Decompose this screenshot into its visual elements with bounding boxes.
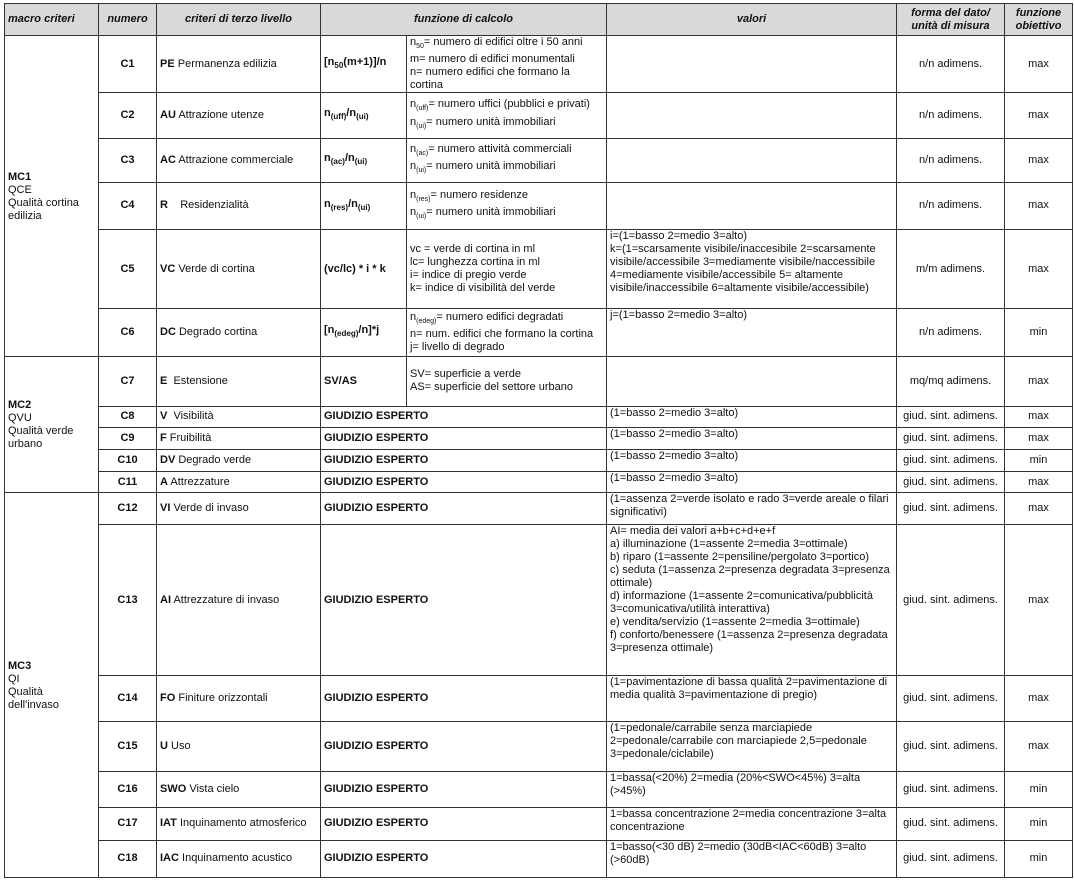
- expert-judgement-cell: GIUDIZIO ESPERTO: [321, 472, 607, 493]
- criterion-name: Degrado verde: [178, 454, 252, 467]
- formula-sub: (res): [330, 203, 349, 213]
- row-number: C8: [99, 406, 157, 427]
- formula-cell: [321, 309, 407, 356]
- values-line: c) seduta (1=assenza 2=presenza degradata 3=presenza ottimale): [610, 564, 890, 590]
- formula-cell: [321, 138, 407, 182]
- formula-part: n: [324, 107, 331, 120]
- expert-judgement-cell: GIUDIZIO ESPERTO: [321, 807, 607, 840]
- criterion-code: V: [160, 410, 168, 423]
- desc-sub: (res): [416, 195, 431, 203]
- desc-text: = numero di edifici oltre i 50 anni: [423, 36, 583, 49]
- criterion-name: Permanenza edilizia: [177, 57, 277, 70]
- macro-abbr: QI: [8, 673, 20, 686]
- macro-abbr: QCE: [8, 183, 32, 196]
- values-cell: [607, 309, 897, 356]
- values-line: k=(1=scarsamente visibile/inaccesibile 2=scarsamente visibile/accessibile 3=mediamente visibile/naccessibile 4=mediamente visibile/accessibile 5= altamente visibile/inaccessibile 6=altamente visibile/accessibile): [610, 243, 876, 295]
- values-cell: [607, 493, 897, 525]
- desc-sub: (ui): [416, 213, 427, 221]
- row-number: C2: [99, 93, 157, 138]
- objective-cell: max: [1005, 182, 1073, 229]
- values-line: (1=pavimentazione di bassa qualità 2=pavimentazione di media qualità 3=pavimentazione di pregio): [610, 675, 888, 701]
- criterion-code: A: [160, 475, 168, 488]
- macro-code: MC2: [8, 399, 32, 412]
- expert-judgement-cell: GIUDIZIO ESPERTO: [321, 525, 607, 676]
- expert-judgement-cell: GIUDIZIO ESPERTO: [321, 427, 607, 449]
- values-line: 1=bassa concentrazione 2=media concentrazione 3=alta concentrazione: [610, 807, 887, 833]
- criterion-code: VI: [160, 502, 171, 515]
- description-line: k= indice di visibilità del verde: [410, 282, 556, 295]
- unit-cell: giud. sint. adimens.: [897, 427, 1005, 449]
- criterion-code: DC: [160, 325, 176, 338]
- description-line: i= indice di pregio verde: [410, 269, 527, 282]
- criterion-code: F: [160, 431, 167, 444]
- criterion-code: R: [160, 199, 168, 212]
- criterion-cell: [157, 772, 321, 807]
- formula-cell: (vc/lc) * i * k: [321, 230, 407, 309]
- macro-cell-mc2: [5, 356, 99, 493]
- unit-cell: giud. sint. adimens.: [897, 722, 1005, 772]
- row-number: C16: [99, 772, 157, 807]
- description-cell: [407, 182, 607, 229]
- criterion-code: PE: [160, 57, 175, 70]
- objective-cell: max: [1005, 230, 1073, 309]
- unit-cell: n/n adimens.: [897, 138, 1005, 182]
- description-cell: [407, 93, 607, 138]
- values-line: e) vendita/servizio (1=assente 2=media 3=ottimale): [610, 616, 860, 629]
- description-cell: [407, 36, 607, 93]
- values-cell: [607, 230, 897, 309]
- objective-cell: max: [1005, 406, 1073, 427]
- description-line: m= numero di edifici monumentali: [410, 53, 575, 66]
- unit-cell: n/n adimens.: [897, 309, 1005, 356]
- objective-cell: min: [1005, 840, 1073, 877]
- macro-code: MC1: [8, 170, 32, 183]
- formula-sub: (uff): [330, 112, 347, 122]
- values-cell: [607, 722, 897, 772]
- row-number: C18: [99, 840, 157, 877]
- desc-sub: (ui): [416, 167, 427, 175]
- unit-cell: mq/mq adimens.: [897, 356, 1005, 406]
- values-line: f) conforto/benessere (1=assenza 2=presenza degradata 3=presenza ottimale): [610, 629, 888, 655]
- criterion-name: Inquinamento atmosferico: [179, 817, 307, 830]
- values-line: AI= media dei valori a+b+c+d+e+f: [610, 525, 776, 538]
- formula-part: /n: [348, 197, 358, 210]
- desc-sub: (edeg): [416, 318, 437, 326]
- expert-judgement-cell: GIUDIZIO ESPERTO: [321, 675, 607, 721]
- header-valori: valori: [607, 4, 897, 36]
- criterion-cell: [157, 182, 321, 229]
- criterion-cell: [157, 36, 321, 93]
- table-row: [5, 525, 1073, 676]
- objective-cell: max: [1005, 472, 1073, 493]
- desc-var: n: [410, 143, 417, 156]
- row-number: C12: [99, 493, 157, 525]
- unit-cell: giud. sint. adimens.: [897, 472, 1005, 493]
- table-row: [5, 182, 1073, 229]
- header-forma: [897, 4, 1005, 36]
- values-line: a) illuminazione (1=assente 2=media 3=ottimale): [610, 538, 848, 551]
- table-row: [5, 807, 1073, 840]
- values-cell: [607, 807, 897, 840]
- header-funzione: funzione di calcolo: [321, 4, 607, 36]
- description-line: [410, 206, 603, 223]
- desc-text: = numero attività commerciali: [428, 143, 572, 156]
- macro-name-line2: edilizia: [8, 209, 42, 222]
- criterion-code: AU: [160, 109, 176, 122]
- criterion-code: VC: [160, 262, 176, 275]
- criterion-name: Inquinamento acustico: [182, 852, 293, 865]
- criterion-name: Attrazione commerciale: [178, 153, 294, 166]
- table-row: [5, 449, 1073, 471]
- values-line: (1=basso 2=medio 3=alto): [610, 472, 739, 485]
- description-line: n= numero edifici che formano la cortina: [410, 66, 570, 92]
- values-line: 1=bassa(<20%) 2=media (20%<SWO<45%) 3=alta (>45%): [610, 772, 861, 798]
- values-cell: [607, 472, 897, 493]
- formula-part: n: [324, 197, 331, 210]
- criterion-cell: [157, 406, 321, 427]
- values-cell: [607, 449, 897, 471]
- description-cell: [407, 356, 607, 406]
- macro-cell-mc3: [5, 493, 99, 878]
- table-row: [5, 93, 1073, 138]
- values-line: (1=basso 2=medio 3=alto): [610, 449, 739, 462]
- criterion-name: Verde di invaso: [173, 502, 249, 515]
- values-cell: [607, 772, 897, 807]
- macro-name-line1: Qualità: [8, 686, 43, 699]
- desc-sub: (ui): [416, 122, 427, 130]
- criterion-cell: [157, 807, 321, 840]
- header-obiettivo: [1005, 4, 1073, 36]
- expert-judgement-cell: GIUDIZIO ESPERTO: [321, 772, 607, 807]
- desc-var: n: [410, 115, 417, 128]
- criterion-cell: [157, 525, 321, 676]
- row-number: C15: [99, 722, 157, 772]
- values-cell: [607, 675, 897, 721]
- desc-var: n: [410, 36, 417, 49]
- criterion-code: E: [160, 374, 168, 387]
- desc-var: n: [410, 98, 417, 111]
- unit-cell: giud. sint. adimens.: [897, 525, 1005, 676]
- criterion-cell: [157, 493, 321, 525]
- row-number: C5: [99, 230, 157, 309]
- desc-var: n: [410, 160, 417, 173]
- row-number: C14: [99, 675, 157, 721]
- row-number: C4: [99, 182, 157, 229]
- description-line: [410, 311, 603, 328]
- criterion-cell: [157, 93, 321, 138]
- formula-sub: 50: [334, 61, 344, 71]
- values-line: (1=basso 2=medio 3=alto): [610, 406, 739, 419]
- objective-cell: max: [1005, 675, 1073, 721]
- header-criteri: criteri di terzo livello: [157, 4, 321, 36]
- values-line: i=(1=basso 2=medio 3=alto): [610, 230, 747, 243]
- values-cell: [607, 138, 897, 182]
- header-forma-line2: unità di misura: [911, 19, 990, 32]
- table-row: [5, 230, 1073, 309]
- desc-text: = numero unità immobiliari: [426, 160, 556, 173]
- description-line: [410, 116, 603, 133]
- criterion-name: Verde di cortina: [178, 262, 255, 275]
- criterion-cell: [157, 675, 321, 721]
- header-macro: macro criteri: [5, 4, 99, 36]
- description-line: [410, 143, 603, 160]
- values-cell: [607, 427, 897, 449]
- macro-code: MC3: [8, 660, 32, 673]
- expert-judgement-cell: GIUDIZIO ESPERTO: [321, 406, 607, 427]
- values-cell: [607, 356, 897, 406]
- description-line: [410, 189, 603, 206]
- criterion-cell: [157, 138, 321, 182]
- objective-cell: max: [1005, 36, 1073, 93]
- desc-text: = numero edifici degradati: [436, 310, 564, 323]
- formula-part: (m+1)]/n: [343, 56, 387, 69]
- description-cell: [407, 309, 607, 356]
- objective-cell: min: [1005, 449, 1073, 471]
- unit-cell: n/n adimens.: [897, 36, 1005, 93]
- macro-name-line2: urbano: [8, 438, 43, 451]
- criterion-name: Estensione: [173, 374, 228, 387]
- criterion-code: SWO: [160, 782, 187, 795]
- unit-cell: giud. sint. adimens.: [897, 807, 1005, 840]
- expert-judgement-cell: GIUDIZIO ESPERTO: [321, 840, 607, 877]
- formula-cell: [321, 182, 407, 229]
- row-number: C17: [99, 807, 157, 840]
- unit-cell: giud. sint. adimens.: [897, 449, 1005, 471]
- values-cell: [607, 36, 897, 93]
- header-forma-line1: forma del dato/: [911, 6, 990, 19]
- table-row: [5, 427, 1073, 449]
- table-row: [5, 356, 1073, 406]
- values-cell: [607, 840, 897, 877]
- values-cell: [607, 406, 897, 427]
- criterion-code: DV: [160, 454, 176, 467]
- description-line: [410, 160, 603, 177]
- header-obiettivo-line1: funzione: [1015, 6, 1062, 19]
- expert-judgement-cell: GIUDIZIO ESPERTO: [321, 493, 607, 525]
- description-line: SV= superficie a verde: [410, 368, 521, 381]
- table-row: [5, 36, 1073, 93]
- macro-abbr: QVU: [8, 412, 32, 425]
- table-row: [5, 138, 1073, 182]
- values-cell: [607, 182, 897, 229]
- values-line: 1=basso(<30 dB) 2=medio (30dB<IAC<60dB) 3=alto (>60dB): [610, 840, 867, 866]
- description-cell: [407, 230, 607, 309]
- unit-cell: m/m adimens.: [897, 230, 1005, 309]
- criteria-table: [4, 3, 1073, 878]
- criterion-name: Degrado cortina: [178, 325, 258, 338]
- table-row: [5, 840, 1073, 877]
- objective-cell: max: [1005, 427, 1073, 449]
- objective-cell: max: [1005, 722, 1073, 772]
- unit-cell: n/n adimens.: [897, 182, 1005, 229]
- table-row: [5, 722, 1073, 772]
- objective-cell: max: [1005, 356, 1073, 406]
- row-number: C13: [99, 525, 157, 676]
- formula-sub: (ui): [357, 203, 371, 213]
- criterion-name: Vista cielo: [189, 782, 240, 795]
- row-number: C10: [99, 449, 157, 471]
- formula-cell: [321, 36, 407, 93]
- criterion-cell: [157, 840, 321, 877]
- formula-cell: [321, 93, 407, 138]
- header-numero: numero: [99, 4, 157, 36]
- criterion-cell: [157, 427, 321, 449]
- table-row: [5, 675, 1073, 721]
- formula-cell: SV/AS: [321, 356, 407, 406]
- description-line: AS= superficie del settore urbano: [410, 381, 573, 394]
- values-line: (1=assenza 2=verde isolato e rado 3=verde areale o filari significativi): [610, 493, 889, 519]
- desc-text: = numero unità immobiliari: [426, 205, 556, 218]
- criterion-name: Attrazione utenze: [178, 109, 264, 122]
- objective-cell: min: [1005, 772, 1073, 807]
- row-number: C6: [99, 309, 157, 356]
- objective-cell: max: [1005, 93, 1073, 138]
- formula-sub: (ui): [356, 112, 369, 122]
- formula-part: /n: [344, 152, 355, 165]
- description-line: n= num. edifici che formano la cortina: [410, 328, 594, 341]
- criterion-code: AI: [160, 593, 171, 606]
- formula-sub: (ac): [330, 157, 345, 167]
- unit-cell: giud. sint. adimens.: [897, 772, 1005, 807]
- table-row: [5, 472, 1073, 493]
- values-line: (1=pedonale/carrabile senza marciapiede 2=pedonale/carrabile con marciapiede 2,5=pedonale 3=pedonale/ciclabile): [610, 722, 867, 761]
- formula-part: n: [324, 152, 331, 165]
- values-line: (1=basso 2=medio 3=alto): [610, 427, 739, 440]
- criterion-cell: [157, 356, 321, 406]
- criterion-cell: [157, 472, 321, 493]
- desc-sub: (ac): [416, 150, 429, 158]
- header-obiettivo-line2: obiettivo: [1015, 19, 1062, 32]
- macro-name-line1: Qualità cortina: [8, 196, 79, 209]
- criterion-code: IAT: [160, 817, 177, 830]
- unit-cell: giud. sint. adimens.: [897, 675, 1005, 721]
- desc-var: n: [410, 205, 417, 218]
- description-cell: [407, 138, 607, 182]
- formula-sub: (edeg): [334, 329, 359, 339]
- expert-judgement-cell: GIUDIZIO ESPERTO: [321, 722, 607, 772]
- row-number: C1: [99, 36, 157, 93]
- objective-cell: min: [1005, 309, 1073, 356]
- criterion-cell: [157, 230, 321, 309]
- row-number: C11: [99, 472, 157, 493]
- criterion-name: Finiture orizzontali: [178, 692, 268, 705]
- row-number: C7: [99, 356, 157, 406]
- desc-sub: 50: [416, 43, 424, 51]
- criterion-code: AC: [160, 153, 176, 166]
- description-line: vc = verde di cortina in ml: [410, 243, 536, 256]
- unit-cell: giud. sint. adimens.: [897, 493, 1005, 525]
- header-row: [5, 4, 1073, 36]
- description-line: lc= lunghezza cortina in ml: [410, 256, 540, 269]
- description-line: j= livello di degrado: [410, 341, 505, 354]
- description-line: [410, 98, 603, 115]
- expert-judgement-cell: GIUDIZIO ESPERTO: [321, 449, 607, 471]
- table-row: [5, 493, 1073, 525]
- criterion-name: Attrezzature di invaso: [173, 593, 280, 606]
- description-line: [410, 36, 603, 53]
- desc-text: = numero unità immobiliari: [426, 115, 556, 128]
- desc-var: n: [410, 310, 417, 323]
- table-row: [5, 309, 1073, 356]
- criterion-name: Uso: [171, 740, 191, 753]
- values-line: j=(1=basso 2=medio 3=alto): [610, 309, 747, 322]
- criterion-cell: [157, 449, 321, 471]
- formula-part: /n: [346, 107, 357, 120]
- criterion-code: IAC: [160, 852, 179, 865]
- criterion-cell: [157, 309, 321, 356]
- row-number: C3: [99, 138, 157, 182]
- table-row: [5, 406, 1073, 427]
- desc-text: = numero uffici (pubblici e privati): [428, 98, 590, 111]
- unit-cell: giud. sint. adimens.: [897, 840, 1005, 877]
- formula-part: /n]*j: [358, 324, 380, 337]
- desc-sub: (uff): [416, 105, 429, 113]
- objective-cell: max: [1005, 138, 1073, 182]
- macro-cell-mc1: [5, 36, 99, 357]
- row-number: C9: [99, 427, 157, 449]
- values-cell: [607, 93, 897, 138]
- formula-sub: (ui): [354, 157, 368, 167]
- formula-part: [n: [324, 324, 335, 337]
- macro-name-line2: dell'invaso: [8, 699, 60, 712]
- criterion-name: Residenzialità: [180, 199, 249, 212]
- criterion-name: Visibilità: [173, 410, 214, 423]
- unit-cell: giud. sint. adimens.: [897, 406, 1005, 427]
- formula-part: [n: [324, 56, 335, 69]
- criterion-code: FO: [160, 692, 176, 705]
- objective-cell: min: [1005, 807, 1073, 840]
- values-cell: [607, 525, 897, 676]
- criterion-name: Fruibilità: [169, 431, 212, 444]
- criterion-cell: [157, 722, 321, 772]
- macro-name-line1: Qualità verde: [8, 425, 74, 438]
- desc-text: = numero residenze: [430, 188, 529, 201]
- desc-var: n: [410, 188, 417, 201]
- values-line: b) riparo (1=assente 2=pensiline/pergolato 3=portico): [610, 551, 869, 564]
- criterion-code: U: [160, 740, 168, 753]
- objective-cell: max: [1005, 493, 1073, 525]
- criterion-name: Attrezzature: [170, 475, 230, 488]
- values-line: d) informazione (1=assente 2=comunicativa/pubblicità 3=comunicativa/utilità interattiva): [610, 590, 873, 616]
- objective-cell: max: [1005, 525, 1073, 676]
- unit-cell: n/n adimens.: [897, 93, 1005, 138]
- table-row: [5, 772, 1073, 807]
